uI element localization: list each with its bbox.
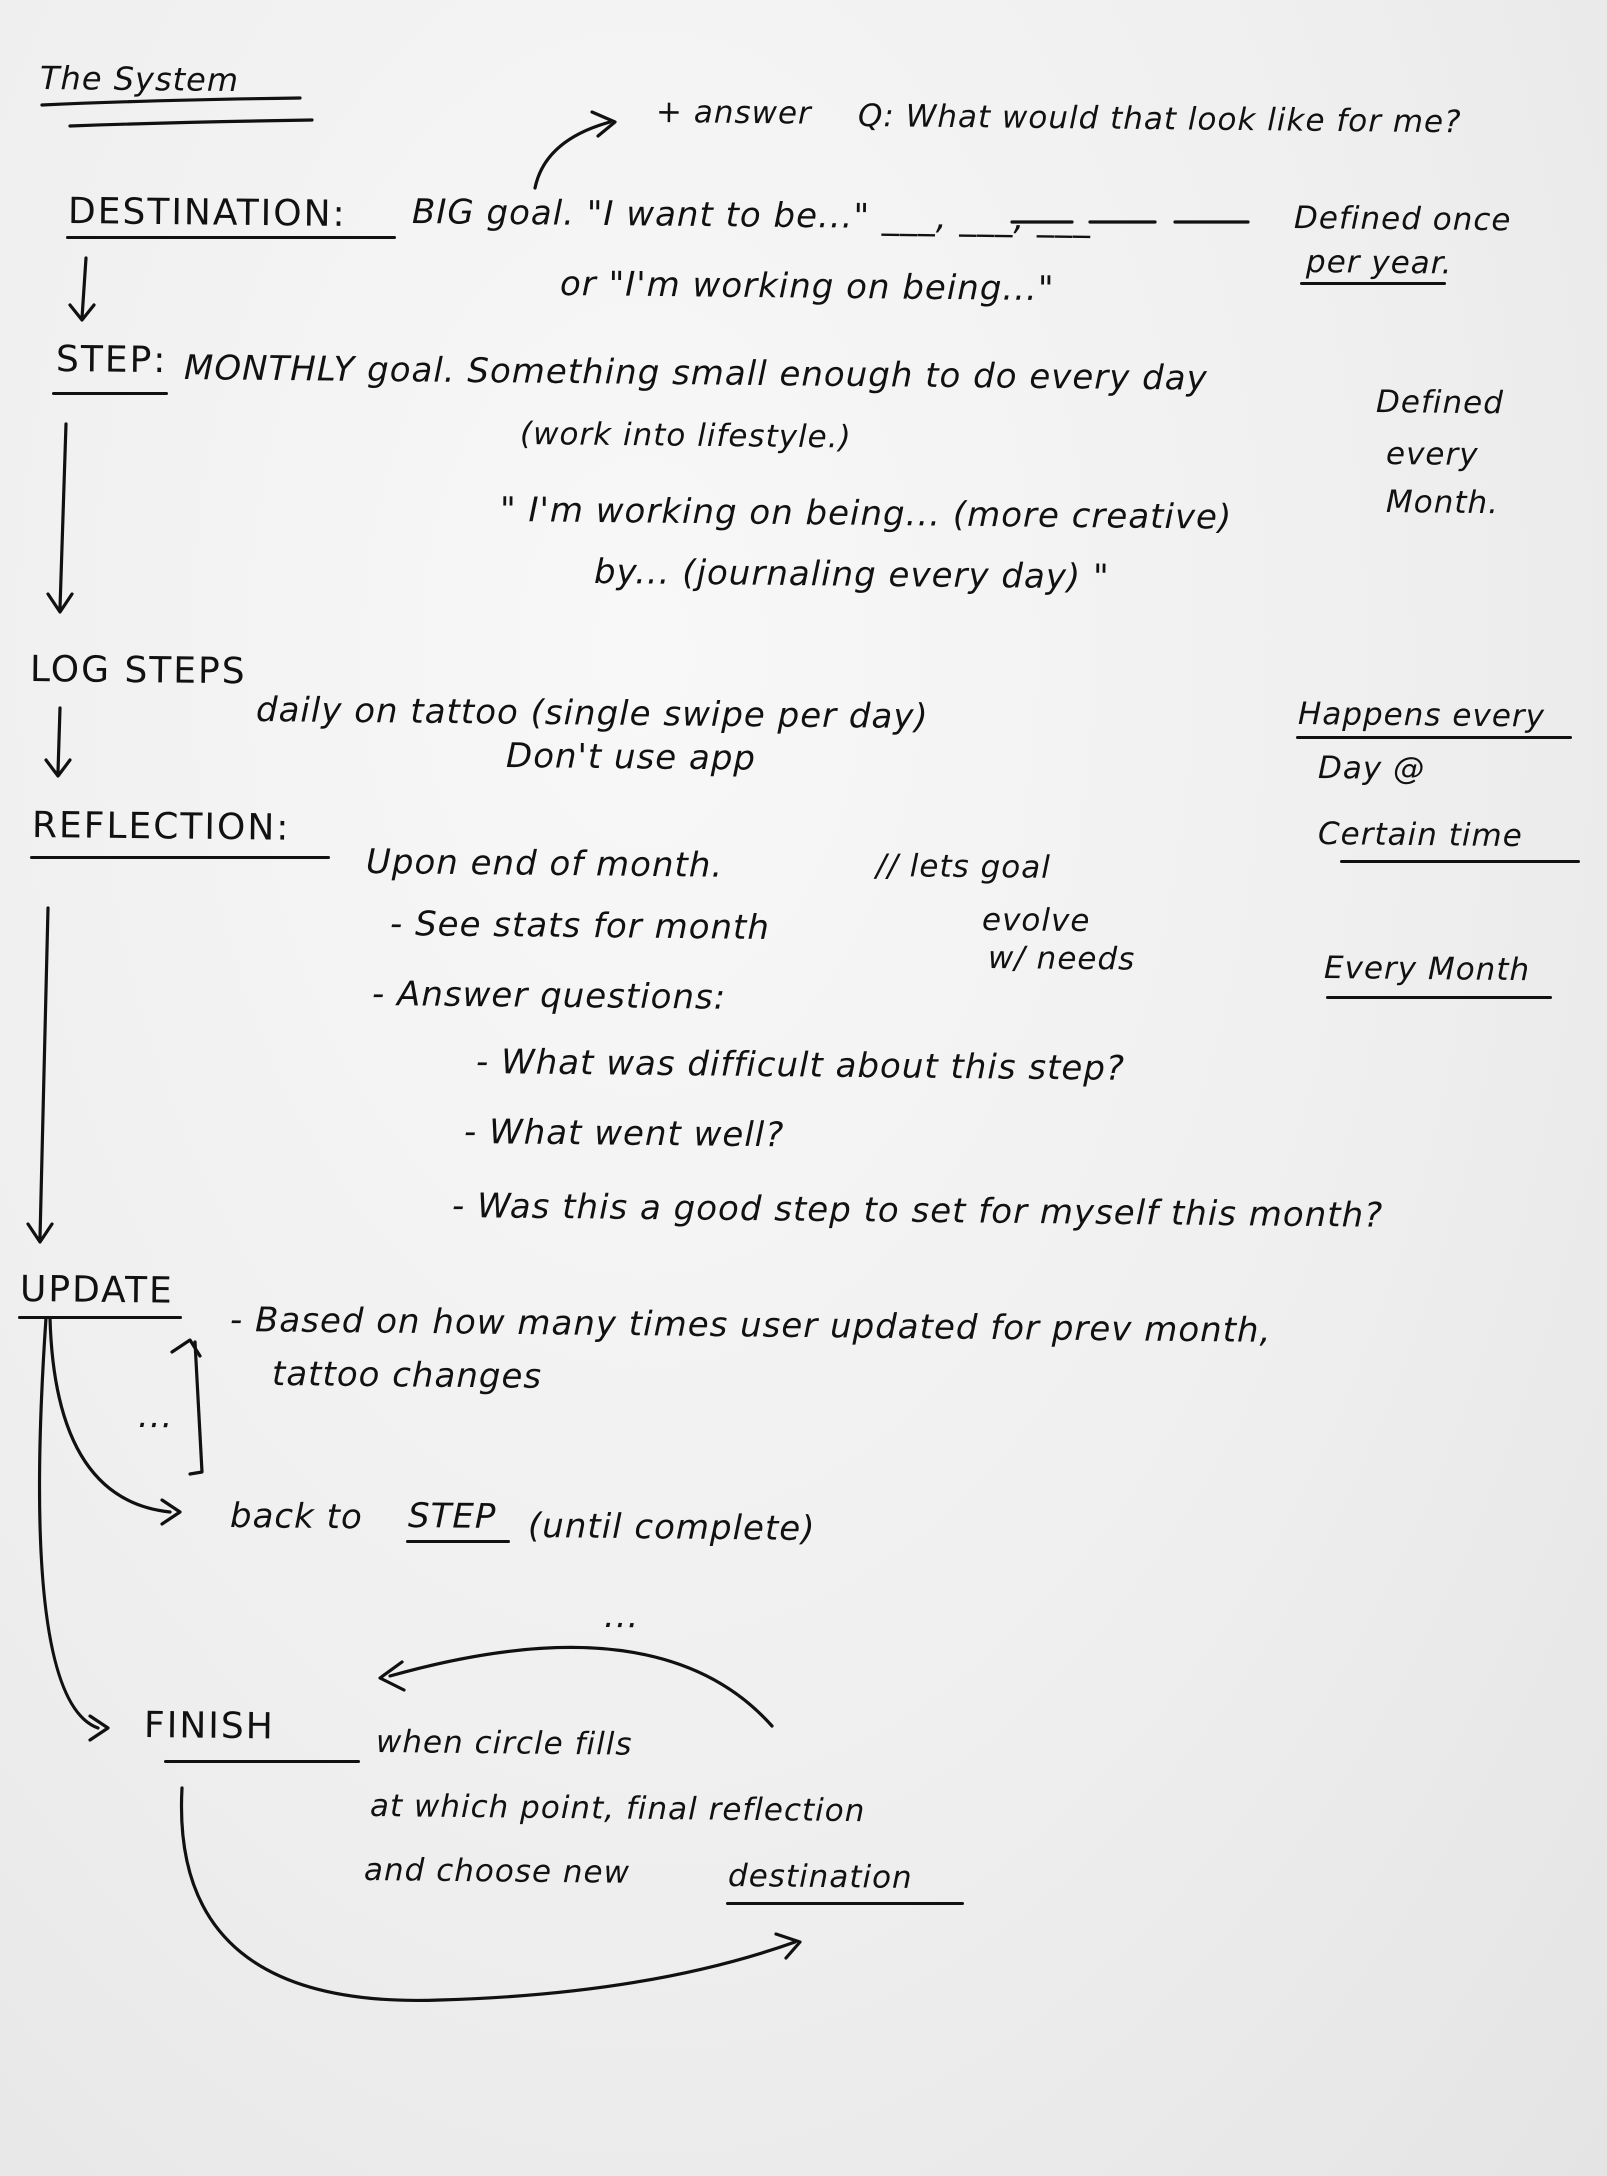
update-back-step-underline — [406, 1540, 510, 1543]
reflection-bullet-2: - Answer questions: — [371, 974, 727, 1018]
update-back-prefix: back to — [229, 1496, 363, 1538]
plus-answer-text: + answer — [655, 94, 812, 132]
step-label: STEP: — [55, 339, 168, 382]
page-title: The System — [39, 59, 240, 100]
reflection-side-underline — [1326, 996, 1552, 999]
finish-destination-underline — [726, 1902, 964, 1905]
step-line-1: MONTHLY goal. Something small enough to do every day — [183, 348, 1208, 399]
step-line-4: by... (journaling every day) " — [593, 552, 1110, 598]
log-steps-side-note-3: Certain time — [1317, 816, 1523, 855]
destination-side-note-2: per year. — [1305, 244, 1453, 282]
step-underline — [52, 392, 168, 395]
step-side-note-2: every — [1385, 436, 1479, 473]
question-text: Q: What would that look like for me? — [857, 98, 1462, 141]
update-back-step: STEP — [407, 1496, 497, 1537]
log-steps-side-note-1: Happens every — [1297, 696, 1546, 735]
destination-side-note-1: Defined once — [1293, 200, 1512, 239]
finish-line-2: at which point, final reflection — [369, 1788, 866, 1830]
destination-side-underline — [1300, 282, 1446, 285]
reflection-question-1: - What was difficult about this step? — [475, 1042, 1126, 1089]
destination-line-1: BIG goal. "I want to be..." ___, ___, ___ — [411, 192, 1092, 240]
finish-underline — [164, 1760, 360, 1763]
log-steps-side-underline-2 — [1340, 860, 1580, 863]
step-line-3: " I'm working on being... (more creative) — [499, 490, 1233, 538]
reflection-bullet-1: - See stats for month — [389, 904, 771, 948]
destination-label: DESTINATION: — [67, 191, 347, 235]
destination-line-2: or "I'm working on being..." — [559, 264, 1055, 310]
step-line-2: (work into lifestyle.) — [519, 416, 852, 456]
update-back-suffix: (until complete) — [527, 1506, 816, 1550]
log-steps-label: LOG STEPS — [29, 649, 247, 693]
update-line-2: tattoo changes — [271, 1354, 543, 1397]
update-ellipsis-2: ... — [603, 1596, 640, 1637]
reflection-aside-1: // lets goal — [875, 848, 1052, 886]
destination-underline — [66, 236, 396, 239]
log-steps-side-note-2: Day @ — [1317, 750, 1426, 788]
reflection-side-note: Every Month — [1323, 950, 1531, 989]
finish-line-1: when circle fills — [375, 1724, 633, 1763]
update-line-1: - Based on how many times user updated for prev month, — [229, 1300, 1272, 1351]
reflection-aside-2: evolve — [981, 902, 1091, 940]
reflection-underline — [30, 856, 330, 859]
reflection-line-1: Upon end of month. — [365, 842, 724, 886]
reflection-label: REFLECTION: — [31, 805, 291, 849]
log-steps-side-underline-1 — [1296, 736, 1572, 739]
finish-label: FINISH — [143, 1705, 276, 1748]
log-steps-line-1: daily on tattoo (single swipe per day) — [255, 690, 929, 738]
update-label: UPDATE — [19, 1269, 174, 1312]
step-side-note-1: Defined — [1375, 384, 1505, 422]
update-underline — [18, 1316, 182, 1319]
update-ellipsis: ... — [137, 1396, 174, 1437]
reflection-question-3: - Was this a good step to set for myself this month? — [451, 1186, 1384, 1236]
finish-line-3-prefix: and choose new — [363, 1852, 631, 1891]
reflection-aside-3: w/ needs — [987, 940, 1136, 978]
reflection-question-2: - What went well? — [463, 1112, 785, 1156]
finish-line-3-word: destination — [727, 1858, 913, 1896]
log-steps-line-2: Don't use app — [505, 736, 757, 779]
step-side-note-3: Month. — [1385, 484, 1500, 522]
